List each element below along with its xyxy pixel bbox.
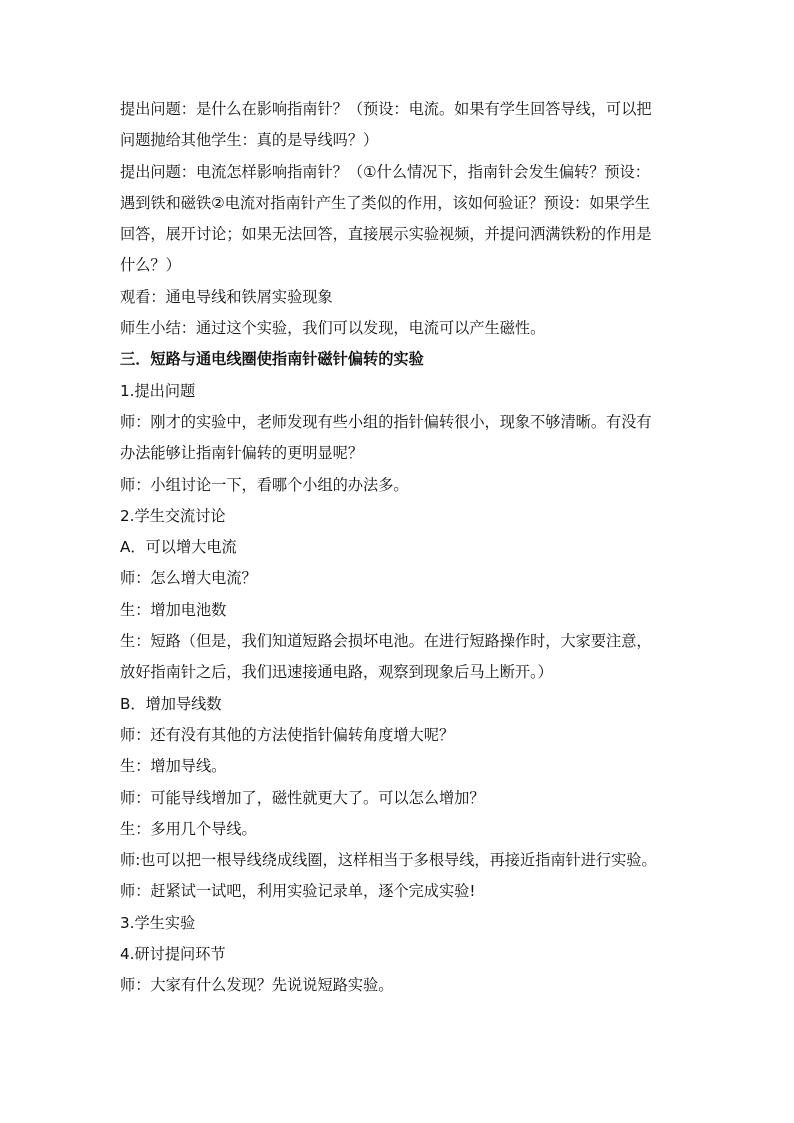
text-line: 师：可能导线增加了，磁性就更大了。可以怎么增加？ <box>120 788 485 807</box>
text-line: 1.提出问题 <box>120 381 196 400</box>
text-line: 问题抛给其他学生：真的是导线吗？） <box>120 131 379 150</box>
section-heading: 三．短路与通电线圈使指南针磁针偏转的实验 <box>120 350 424 369</box>
text-line: 办法能够让指南针偏转的更明显呢？ <box>120 444 363 463</box>
text-line: 观看：通电导线和铁屑实验现象 <box>120 287 333 306</box>
text-line: 什么？） <box>120 256 181 275</box>
text-line: 师：赶紧试一试吧，利用实验记录单，逐个完成实验! <box>120 882 476 901</box>
text-line: 2.学生交流讨论 <box>120 506 226 525</box>
text-line: 师：小组讨论一下，看哪个小组的办法多。 <box>120 475 409 494</box>
text-line: 提出问题：电流怎样影响指南针？（①什么情况下，指南针会发生偏转？预设： <box>120 162 650 181</box>
text-line: 放好指南针之后，我们迅速接通电路，观察到现象后马上断开。） <box>120 663 553 682</box>
text-line: 师：刚才的实验中，老师发现有些小组的指针偏转很小，现象不够清晰。有没有 <box>120 412 652 431</box>
text-line: B．增加导线数 <box>120 694 222 713</box>
text-line: 师：大家有什么发现？先说说短路实验。 <box>120 976 394 995</box>
text-line: 遇到铁和磁铁②电流对指南针产生了类似的作用，该如何验证？预设：如果学生 <box>120 193 650 212</box>
text-line: 师生小结：通过这个实验，我们可以发现，电流可以产生磁性。 <box>120 319 546 338</box>
text-line: 生：增加导线。 <box>120 757 227 776</box>
text-line: 生：多用几个导线。 <box>120 819 257 838</box>
text-line: 回答，展开讨论；如果无法回答，直接展示实验视频，并提问洒满铁粉的作用是 <box>120 225 652 244</box>
text-line: 生：增加电池数 <box>120 600 227 619</box>
text-line: 师：怎么增大电流？ <box>120 569 257 588</box>
text-line: 生：短路（但是，我们知道短路会损坏电池。在进行短路操作时，大家要注意， <box>120 632 652 651</box>
text-line: 师:也可以把一根导线绕成线圈，这样相当于多根导线，再接近指南针进行实验。 <box>120 851 657 870</box>
text-line: 提出问题：是什么在影响指南针？（预设：电流。如果有学生回答导线，可以把 <box>120 100 652 118</box>
text-line: A．可以增大电流 <box>120 538 237 557</box>
document-body <box>120 94 686 1002</box>
text-line: 师：还有没有其他的方法使指针偏转角度增大呢？ <box>120 725 455 744</box>
text-line: 4.研讨提问环节 <box>120 945 226 964</box>
text-line: 3.学生实验 <box>120 913 196 932</box>
